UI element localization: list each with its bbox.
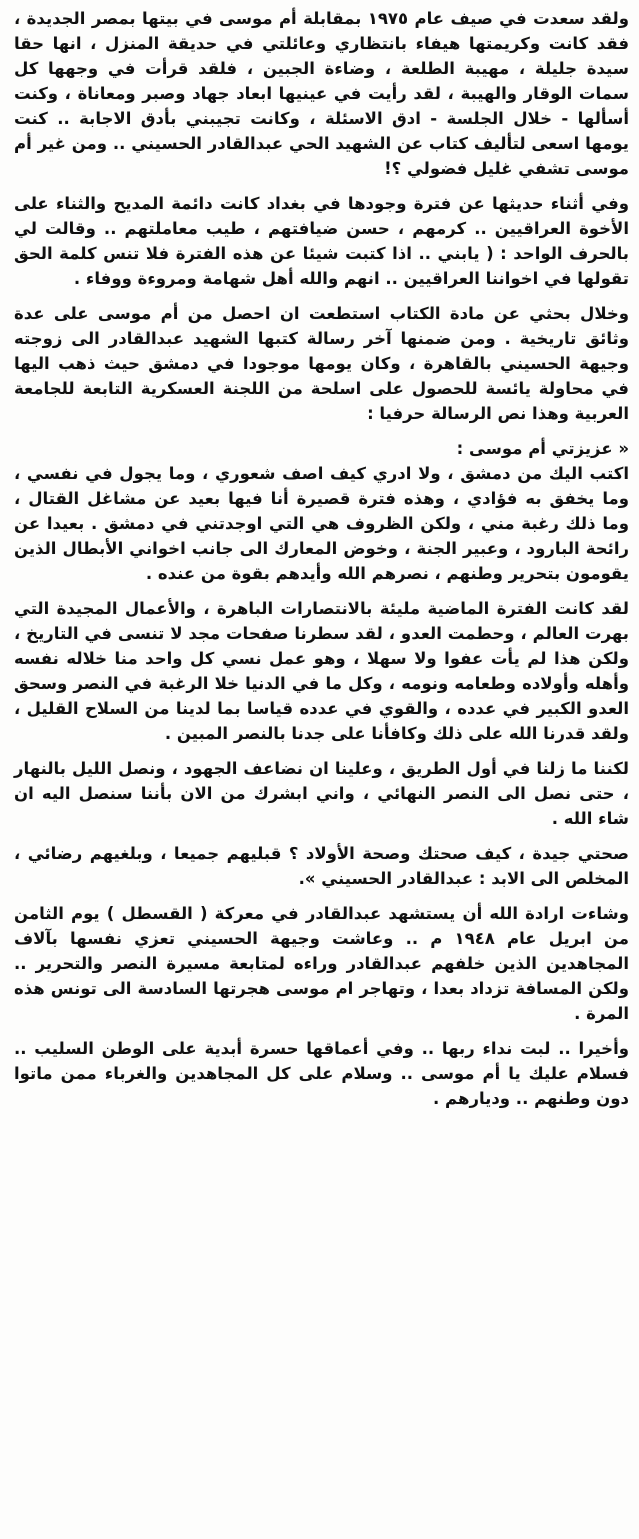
paragraph-gap <box>14 831 629 841</box>
letter-paragraph-victories: لقد كانت الفترة الماضية مليئة بالانتصارات الباهرة ، والأعمال المجيدة التي بهرت العالم ، وحطمت العدو ، لقد سطرنا صفحات مجد لا تنسى في التاريخ ، ولكن هذا لم يأت عفوا ولا سهلا ، وهو عمل نسي كل واحد منا خلاله نفسه وأهله وأولاده وطعامه ونومه ، وكل ما في الدنيا خلا الرغبة في النصر وسحق العدو الكبير في عدده ، والقوي في عدده قياسا بما لدينا من السلاح القليل ، ولقد قدرنا الله على ذلك وكافأنا على جدنا بالنصر المبين . <box>14 599 629 743</box>
letter-salutation: « عزيزتي أم موسى : <box>456 439 629 458</box>
paragraph-gap <box>14 291 629 301</box>
paragraph-gap <box>14 586 629 596</box>
paragraph-meeting: ولقد سعدت في صيف عام ١٩٧٥ بمقابلة أم موسى في بيتها بمصر الجديدة ، فقد كانت وكريمتها هيفاء بانتظاري وعائلتي في حديقة المنزل ، انها حقا سيدة جليلة ، مهيبة الطلعة ، وضاءة الجبين ، فلقد قرأت في وجهها كل سمات الوقار والهيبة ، لقد رأيت في عينيها ابعاد جهاد وصبر ومعاناة ، وكنت أسألها - خلال الجلسة - ادق الاسئلة ، وكانت تجيبني بأدق الاجابة .. كنت يومها اسعى لتأليف كتاب عن الشهيد الحي عبدالقادر الحسيني .. ومن غير أم موسى تشفي غليل فضولي ؟! <box>14 9 629 178</box>
paragraph-documents: وخلال بحثي عن مادة الكتاب استطعت ان احصل من أم موسى على عدة وثائق تاريخية . ومن ضمنها آخر رسالة كتبها الشهيد عبدالقادر الى زوجته وجيهة الحسيني بالقاهرة ، وكان يومها موجودا في دمشق حيث ذهب اليها في محاولة يائسة للحصول على اسلحة من اللجنة العسكرية التابعة للجامعة العربية وهذا نص الرسالة حرفيا : <box>14 304 629 423</box>
paragraph-martyrdom: وشاءت ارادة الله أن يستشهد عبدالقادر في معركة ( القسطل ) يوم الثامن من ابريل عام ١٩٤٨ م .. وعاشت وجيهة الحسيني تعزي نفسها بآلاف المجاهدين الذين خلفهم عبدالقادر وراءه لمتابعة مسيرة النصر والتحرير .. ولكن المسافة تزداد بعدا ، وتهاجر ام موسى هجرتها السادسة الى تونس هذه المرة . <box>14 904 630 1023</box>
paragraph-gap <box>14 1026 629 1036</box>
paragraph-gap <box>14 181 629 191</box>
letter-paragraph-damascus: اكتب اليك من دمشق ، ولا ادري كيف اصف شعوري ، وما يجول في نفسي ، وما يخفق به فؤادي ، وهذه فترة قصيرة أنا فيها بعيد عن مشاغل القتال ، وما ذلك رغبة مني ، ولكن الظروف هي التي اوجدتني في دمشق . بعيدا عن رائحة البارود ، وعبير الجنة ، وخوض المعارك الى جانب اخواني الأبطال الذين يقومون بتحرير وطنهم ، نصرهم الله وأيدهم بقوة من عنده . <box>14 464 629 583</box>
paragraph-gap <box>14 891 629 901</box>
letter-paragraph-road: لكننا ما زلنا في أول الطريق ، وعلينا ان نضاعف الجهود ، ونصل الليل بالنهار ، حتى نصل الى النصر النهائي ، واني ابشرك من الان بأننا سنصل اليه ان شاء الله . <box>14 759 629 828</box>
paragraph-farewell: وأخيرا .. لبت نداء ربها .. وفي أعماقها حسرة أبدية على الوطن السليب .. فسلام عليك يا أم موسى .. وسلام على كل المجاهدين والغرباء ممن ماتوا دون وطنهم .. وديارهم . <box>14 1039 629 1108</box>
paragraph-gap <box>14 746 629 756</box>
paragraph-gap <box>14 426 629 436</box>
paragraph-baghdad: وفي أثناء حديثها عن فترة وجودها في بغداد كانت دائمة المديح والثناء على الأخوة العراقيين .. كرمهم ، حسن ضيافتهم ، طيب معاملتهم .. وقالت لي بالحرف الواحد : ( يابني .. اذا كتبت شيئا عن هذه الفترة فلا تنس كلمة الحق تقولها في اخواننا العراقيين .. انهم والله أهل شهامة ومروءة ووفاء . <box>14 194 629 288</box>
letter-paragraph-signoff: صحتي جيدة ، كيف صحتك وصحة الأولاد ؟ قبليهم جميعا ، وبلغيهم رضائي ، المخلص الى الابد : عبدالقادر الحسيني ». <box>14 844 629 888</box>
